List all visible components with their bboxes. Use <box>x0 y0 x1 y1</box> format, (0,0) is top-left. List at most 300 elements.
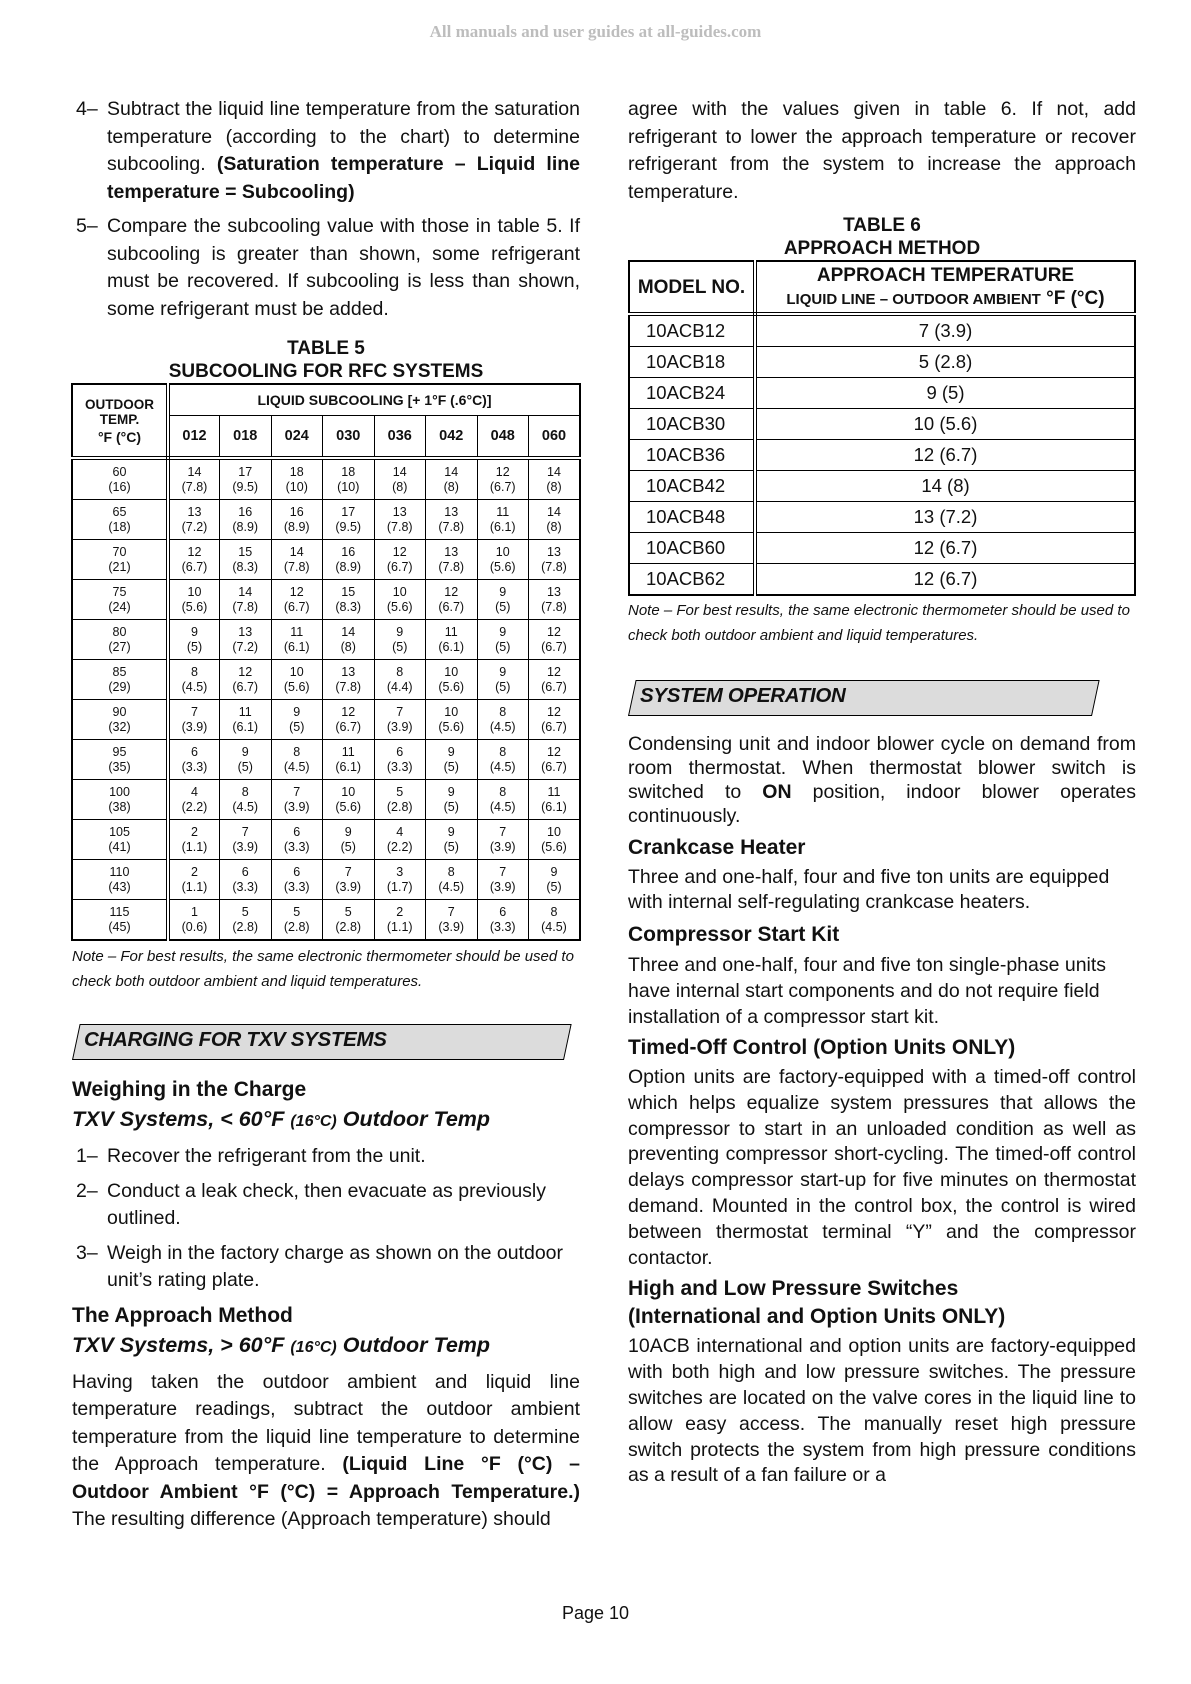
outdoor-temp-cell <box>72 700 168 740</box>
subcooling-cell <box>220 820 272 860</box>
subcooling-f: 14 <box>547 464 561 479</box>
subcooling-cell <box>529 780 581 820</box>
subcooling-f: 12 <box>341 704 356 719</box>
subcooling-c: (6.7) <box>386 559 413 574</box>
step-4 <box>72 96 580 206</box>
temp-c: (24) <box>108 599 131 614</box>
table5-title <box>72 337 580 383</box>
subcooling-f: 7 <box>499 864 507 879</box>
subcooling-f: 12 <box>238 664 253 679</box>
subcooling-cell <box>168 860 220 900</box>
step-text: Compare the subcooling value with those in table 5. If subcooling is greater than shown, some refrigerant must be recovered. If subcooling is less than shown, some refrigerant must be added. <box>107 215 580 320</box>
subcooling-cell <box>529 820 581 860</box>
approach-value-cell: 7 (3.9) <box>755 314 1135 347</box>
timedoff-text: Option units are factory-equipped with a timed-off control which helps equalize system pressures that allows the compressor to start in an unloaded condition as well as preventing compressor short-cycling. The timed-off control delays compressor start-up for five minutes on thermostat demand. Mounted in the control box, the control is wired between thermostat terminal “Y” and the compressor contactor. <box>628 1066 1136 1269</box>
subcooling-c: (7.8) <box>541 559 567 574</box>
outdoor-temp-cell <box>72 540 168 580</box>
subcooling-c: (6.1) <box>283 639 310 654</box>
subcooling-c: (6.7) <box>541 679 567 694</box>
subcooling-c: (3.9) <box>489 879 516 894</box>
subcooling-c: (5) <box>443 839 459 854</box>
subcooling-f: 14 <box>392 464 407 479</box>
subcooling-c: (6.7) <box>541 639 567 654</box>
subcooling-f: 10 <box>289 664 304 679</box>
model-cell: 10ACB12 <box>629 314 755 347</box>
step-text: Recover the refrigerant from the unit. <box>107 1145 426 1167</box>
subcooling-f: 13 <box>341 664 356 679</box>
table6-note: Note – For best results, the same electronic thermometer should be used to check both outdoor ambient and liquid temperatures. <box>628 602 1130 644</box>
subcooling-c: (6.7) <box>283 599 310 614</box>
subcooling-cell <box>374 540 426 580</box>
subcooling-cell <box>271 820 323 860</box>
temp-c: (35) <box>108 759 131 774</box>
weighing-step-3 <box>72 1240 580 1295</box>
subcooling-c: (6.7) <box>232 679 259 694</box>
subcooling-f: 2 <box>191 864 198 879</box>
table-row <box>72 820 580 860</box>
subcooling-c: (8.3) <box>232 559 259 574</box>
subcooling-cell <box>168 660 220 700</box>
subcooling-c: (4.5) <box>438 879 465 894</box>
subcooling-c: (6.7) <box>181 559 208 574</box>
subcooling-cell <box>271 458 323 500</box>
subcooling-f: 13 <box>547 544 561 559</box>
subcooling-f: 17 <box>238 464 253 479</box>
approach-value-cell: 12 (6.7) <box>755 533 1135 564</box>
subcooling-c: (6.7) <box>541 719 567 734</box>
subcooling-cell <box>529 620 581 660</box>
subcooling-c: (5.6) <box>438 679 465 694</box>
table-row <box>72 660 580 700</box>
subcooling-c: (5) <box>495 599 511 614</box>
approach-text-end: The resulting difference (Approach temperature) should <box>72 1508 551 1530</box>
temp-c: (21) <box>108 559 131 574</box>
approach-header-sub <box>757 287 1134 311</box>
step-formula: (Saturation temperature – Liquid line temperature = Subcooling) <box>107 153 581 203</box>
right-column <box>628 96 1136 1489</box>
table-row <box>629 440 1135 471</box>
startkit-heading: Compressor Start Kit <box>628 923 840 946</box>
step-number: 4– <box>76 98 98 120</box>
left-column <box>72 96 580 1534</box>
step-number: 2– <box>76 1179 98 1202</box>
subcooling-cell <box>168 740 220 780</box>
step-number: 3– <box>76 1241 98 1264</box>
pressure-text: 10ACB international and option units are factory-equipped with both high and low pressure switches. The pressure switches are located on the valve cores in the liquid line to allow easy access. The manually reset high pressure switch protects the system from high pressure conditions as a result of a fan failure or a <box>628 1335 1136 1487</box>
table-row <box>72 860 580 900</box>
subcooling-f: 9 <box>499 664 507 679</box>
temp-f: 100 <box>109 784 130 799</box>
subcooling-c: (6.1) <box>541 799 567 814</box>
model-cell: 10ACB18 <box>629 347 755 378</box>
table-row <box>72 580 580 620</box>
subcooling-f: 3 <box>396 864 404 879</box>
temp-c: (32) <box>108 719 131 734</box>
subcooling-cell <box>220 580 272 620</box>
subcooling-c: (10) <box>285 479 308 494</box>
subcooling-f: 13 <box>187 504 202 519</box>
temp-c: (27) <box>108 639 131 654</box>
subcooling-f: 14 <box>238 584 253 599</box>
approach-value-cell: 14 (8) <box>755 471 1135 502</box>
subcooling-cell <box>323 900 375 941</box>
subcooling-cell <box>374 900 426 941</box>
subcooling-c: (6.7) <box>335 719 362 734</box>
subcooling-c: (7.8) <box>438 519 465 534</box>
subcooling-cell <box>220 780 272 820</box>
subcooling-f: 9 <box>241 744 249 759</box>
subcooling-cell <box>271 900 323 941</box>
subcooling-cell <box>220 660 272 700</box>
subcooling-cell <box>426 900 478 941</box>
subcooling-f: 15 <box>341 584 356 599</box>
subcooling-c: (5.6) <box>489 559 516 574</box>
subcooling-c: (3.9) <box>489 839 516 854</box>
subcooling-c: (7.8) <box>232 599 259 614</box>
subcooling-f: 13 <box>444 544 459 559</box>
approach-sub-small: (16°C) <box>290 1338 337 1356</box>
subcooling-c: (5.6) <box>335 799 362 814</box>
subcooling-c: (3.9) <box>232 839 259 854</box>
subcooling-c: (5) <box>237 759 253 774</box>
approach-formula: (Liquid Line °F (°C) – Outdoor Ambient °F (°C) = Approach Temperature.) <box>72 1453 580 1503</box>
subcooling-cell <box>168 900 220 941</box>
model-header-cell: 036 <box>374 416 426 459</box>
subcooling-f: 12 <box>547 744 561 759</box>
subcooling-cell <box>323 700 375 740</box>
model-cell: 10ACB30 <box>629 409 755 440</box>
subcooling-c: (4.5) <box>232 799 259 814</box>
subcooling-cell <box>426 660 478 700</box>
subcooling-cell <box>374 620 426 660</box>
step-5 <box>72 213 580 323</box>
subcooling-c: (5) <box>186 639 203 654</box>
subcooling-f: 2 <box>396 904 404 919</box>
subcooling-cell <box>529 458 581 500</box>
subcooling-cell <box>220 540 272 580</box>
step-text: Conduct a leak check, then evacuate as previously outlined. <box>107 1179 547 1229</box>
subcooling-cell <box>374 860 426 900</box>
temp-f: 95 <box>112 744 127 759</box>
subcooling-c: (7.8) <box>181 479 208 494</box>
approach-text: Having taken the outdoor ambient and liquid line temperature readings, subtract the outdoor ambient temperature from the liquid line temperature to determine the Approach temperature. <box>72 1370 580 1475</box>
subcooling-c: (8) <box>546 519 562 534</box>
approach-value-cell: 12 (6.7) <box>755 440 1135 471</box>
subcooling-f: 14 <box>547 504 561 519</box>
subcooling-c: (6.7) <box>438 599 465 614</box>
temp-f: 60 <box>112 464 127 479</box>
temp-f: 90 <box>112 704 127 719</box>
subcooling-c: (7.8) <box>541 599 567 614</box>
subcooling-f: 18 <box>289 464 304 479</box>
subcooling-cell <box>168 580 220 620</box>
subcooling-cell <box>477 860 529 900</box>
subcooling-c: (5) <box>443 799 459 814</box>
subcooling-cell <box>477 820 529 860</box>
subcooling-c: (2.8) <box>335 919 362 934</box>
approach-intro: agree with the values given in table 6. If not, add refrigerant to lower the approach temperature or recover refrigerant from the system to increase the approach temperature. <box>628 98 1136 203</box>
approach-table-body <box>629 314 1135 595</box>
subcooling-f: 7 <box>396 704 404 719</box>
subcooling-c: (5.6) <box>438 719 465 734</box>
table-row <box>72 500 580 540</box>
subcooling-cell <box>426 500 478 540</box>
subcooling-c: (10) <box>337 479 360 494</box>
subcooling-f: 12 <box>495 464 510 479</box>
subcooling-cell <box>426 740 478 780</box>
subcooling-f: 9 <box>344 824 352 839</box>
subcooling-f: 10 <box>341 784 356 799</box>
subcooling-f: 11 <box>444 624 458 639</box>
subcooling-cell <box>323 660 375 700</box>
weighing-heading: Weighing in the Charge <box>72 1078 307 1101</box>
subcooling-cell <box>529 860 581 900</box>
sysop-on: ON <box>762 781 792 803</box>
temp-c: (16) <box>108 479 131 494</box>
outdoor-header-label: OUTDOOR TEMP. <box>85 396 154 427</box>
subcooling-f: 10 <box>495 544 510 559</box>
subcooling-f: 12 <box>444 584 459 599</box>
subcooling-c: (2.2) <box>386 839 413 854</box>
subcooling-cell <box>426 700 478 740</box>
temp-f: 70 <box>112 544 127 559</box>
approach-value-cell: 13 (7.2) <box>755 502 1135 533</box>
subcooling-cell <box>374 500 426 540</box>
subcooling-cell <box>220 500 272 540</box>
outdoor-temp-cell <box>72 660 168 700</box>
subcooling-f: 10 <box>547 824 561 839</box>
subcooling-f: 6 <box>241 864 249 879</box>
subcooling-cell <box>168 500 220 540</box>
subcooling-cell <box>374 700 426 740</box>
subcooling-cell <box>220 458 272 500</box>
temp-c: (45) <box>108 919 131 934</box>
weighing-step-2 <box>72 1178 580 1233</box>
subcooling-cell <box>168 458 220 500</box>
model-header-cell: 030 <box>323 416 375 459</box>
outdoor-temp-cell <box>72 620 168 660</box>
subcooling-cell <box>529 540 581 580</box>
subcooling-c: (8) <box>546 479 562 494</box>
subcooling-cell <box>323 740 375 780</box>
subcooling-f: 13 <box>547 584 561 599</box>
subcooling-f: 9 <box>293 704 301 719</box>
subcooling-c: (4.5) <box>489 719 516 734</box>
subcooling-c: (1.1) <box>181 879 208 894</box>
table-row <box>629 314 1135 347</box>
subcooling-c: (5.6) <box>181 599 208 614</box>
outdoor-temp-cell <box>72 900 168 941</box>
subcooling-c: (7.8) <box>335 679 362 694</box>
subcooling-c: (5) <box>392 639 408 654</box>
outdoor-temp-cell <box>72 860 168 900</box>
subcooling-c: (4.5) <box>489 799 516 814</box>
subcooling-f: 8 <box>499 744 507 759</box>
temp-f: 85 <box>112 664 127 679</box>
approach-paragraph <box>72 1369 580 1534</box>
table-row <box>72 620 580 660</box>
subcooling-f: 8 <box>293 744 301 759</box>
outdoor-header-unit: °F (°C) <box>97 428 142 445</box>
subcooling-f: 4 <box>396 824 404 839</box>
table-row <box>72 740 580 780</box>
subcooling-f: 1 <box>191 904 198 919</box>
subcooling-cell <box>271 580 323 620</box>
subcooling-c: (3.3) <box>181 759 208 774</box>
subcooling-f: 12 <box>547 664 561 679</box>
subcooling-f: 10 <box>187 584 202 599</box>
approach-table <box>628 260 1136 596</box>
subcooling-f: 6 <box>293 864 301 879</box>
approach-value-cell: 9 (5) <box>755 378 1135 409</box>
subcooling-f: 7 <box>499 824 507 839</box>
subcooling-cell <box>529 580 581 620</box>
timedoff-heading: Timed-Off Control (Option Units ONLY) <box>628 1036 1016 1059</box>
weighing-subheading <box>72 1104 580 1137</box>
subcooling-c: (6.7) <box>489 479 516 494</box>
subcooling-table <box>71 383 581 941</box>
table6-title-line2: APPROACH METHOD <box>783 238 981 259</box>
subcooling-c: (6.1) <box>438 639 465 654</box>
subcooling-f: 8 <box>191 664 198 679</box>
weighing-steps <box>72 1143 580 1295</box>
approach-temp-header <box>755 261 1135 314</box>
subcooling-f: 10 <box>392 584 407 599</box>
subcooling-f: 9 <box>550 864 558 879</box>
subcooling-cell <box>529 660 581 700</box>
model-header-cell: 048 <box>477 416 529 459</box>
subcooling-c: (1.1) <box>386 919 413 934</box>
subcooling-c: (3.3) <box>283 879 310 894</box>
subcooling-cell <box>374 780 426 820</box>
table6-title-line1: TABLE 6 <box>843 215 921 236</box>
subcooling-c: (8.9) <box>232 519 259 534</box>
subcooling-f: 16 <box>238 504 253 519</box>
table-row <box>72 780 580 820</box>
table-row <box>72 540 580 580</box>
subcooling-cell <box>323 540 375 580</box>
approach-header-sub-unit: °F (°C) <box>1046 287 1105 309</box>
model-header-cell: 060 <box>529 416 581 459</box>
subcooling-cell <box>271 860 323 900</box>
approach-value-cell: 12 (6.7) <box>755 564 1135 596</box>
subcooling-cell <box>323 458 375 500</box>
table-row <box>72 458 580 500</box>
subcooling-c: (8) <box>392 479 408 494</box>
subcooling-c: (3.9) <box>181 719 208 734</box>
weighing-sub-main: TXV Systems, < 60°F <box>72 1107 285 1131</box>
startkit-text: Three and one-half, four and five ton single-phase units have internal start components and do not require field installation of a compressor start kit. <box>628 954 1107 1028</box>
subcooling-cell <box>374 580 426 620</box>
temp-c: (18) <box>108 519 131 534</box>
subcooling-c: (5) <box>443 759 459 774</box>
subcooling-cell <box>168 620 220 660</box>
subcooling-cell <box>426 580 478 620</box>
subcooling-f: 7 <box>241 824 249 839</box>
liquid-subcooling-header: LIQUID SUBCOOLING [+ 1°F (.6°C)] <box>168 384 580 416</box>
pressure-heading-1: High and Low Pressure Switches <box>628 1277 959 1301</box>
subcooling-cell <box>168 780 220 820</box>
subcooling-cell <box>323 780 375 820</box>
subcooling-c: (4.5) <box>283 759 310 774</box>
approach-header-label: APPROACH TEMPERATURE <box>816 264 1075 286</box>
charging-txv-banner <box>72 1024 562 1058</box>
subcooling-cell <box>374 820 426 860</box>
table-row <box>629 378 1135 409</box>
subcooling-f: 16 <box>289 504 304 519</box>
subcooling-f: 9 <box>396 624 404 639</box>
crankcase-text: Three and one-half, four and five ton units are equipped with internal self-regulating crankcase heaters. <box>628 866 1110 913</box>
subcooling-cell <box>271 500 323 540</box>
subcooling-f: 13 <box>444 504 459 519</box>
subcooling-cell <box>220 900 272 941</box>
subcooling-c: (5.6) <box>283 679 310 694</box>
outdoor-temp-cell <box>72 458 168 500</box>
temp-f: 105 <box>109 824 130 839</box>
table-row <box>72 900 580 941</box>
subcooling-f: 6 <box>396 744 404 759</box>
approach-value-cell: 5 (2.8) <box>755 347 1135 378</box>
system-operation-banner <box>628 680 1090 714</box>
sysop-text-end: position, indoor blower operates continuously. <box>628 781 1136 827</box>
subcooling-cell <box>426 620 478 660</box>
weighing-sub-end: Outdoor Temp <box>342 1107 491 1131</box>
subcooling-cell <box>168 820 220 860</box>
subcooling-f: 18 <box>341 464 356 479</box>
subcooling-f: 9 <box>447 744 455 759</box>
subcooling-f: 13 <box>392 504 407 519</box>
subcooling-c: (3.3) <box>386 759 413 774</box>
subcooling-c: (2.8) <box>386 799 413 814</box>
subcooling-c: (4.5) <box>489 759 516 774</box>
subcooling-c: (7.2) <box>181 519 208 534</box>
subcooling-f: 13 <box>238 624 253 639</box>
subcooling-c: (3.9) <box>283 799 310 814</box>
approach-header-sub-text: LIQUID LINE – OUTDOOR AMBIENT <box>786 290 1041 308</box>
subcooling-steps <box>72 96 580 323</box>
temp-f: 80 <box>112 624 127 639</box>
subcooling-cell <box>271 740 323 780</box>
subcooling-c: (5) <box>340 839 356 854</box>
subcooling-c: (5.6) <box>386 599 413 614</box>
table-row <box>629 502 1135 533</box>
subcooling-cell <box>168 700 220 740</box>
subcooling-cell <box>426 820 478 860</box>
subcooling-cell <box>323 580 375 620</box>
system-operation-paragraph <box>628 732 1136 828</box>
subcooling-cell <box>477 540 529 580</box>
subcooling-cell <box>529 700 581 740</box>
temp-f: 110 <box>109 864 130 879</box>
model-cell: 10ACB42 <box>629 471 755 502</box>
subcooling-c: (9.5) <box>335 519 362 534</box>
subcooling-f: 11 <box>341 744 355 759</box>
temp-c: (43) <box>108 879 131 894</box>
subcooling-f: 5 <box>241 904 249 919</box>
subcooling-c: (7.2) <box>232 639 259 654</box>
subcooling-f: 12 <box>547 624 561 639</box>
subcooling-f: 11 <box>496 504 510 519</box>
subcooling-cell <box>477 500 529 540</box>
banner-label: SYSTEM OPERATION <box>640 684 846 707</box>
weighing-step-1 <box>72 1143 580 1171</box>
subcooling-f: 8 <box>396 664 404 679</box>
subcooling-f: 5 <box>344 904 352 919</box>
subcooling-c: (4.4) <box>386 679 413 694</box>
step-number: 5– <box>76 215 98 237</box>
subcooling-f: 8 <box>241 784 249 799</box>
subcooling-cell <box>477 900 529 941</box>
